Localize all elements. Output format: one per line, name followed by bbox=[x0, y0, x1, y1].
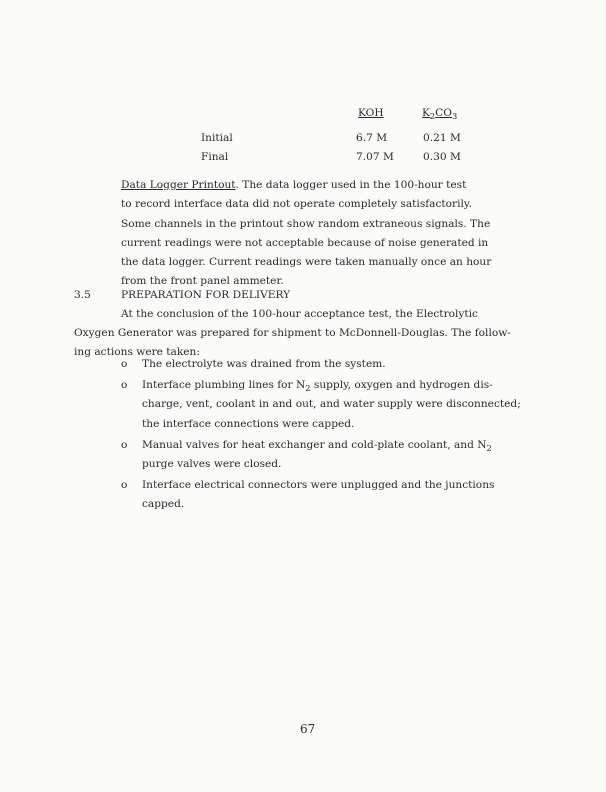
action-item-1 bbox=[142, 355, 552, 374]
k2co3-sub-2: 2 bbox=[429, 110, 436, 121]
table-row-initial-k2co3: 0.21 M bbox=[423, 132, 461, 144]
bullet-2: o bbox=[121, 379, 128, 391]
action-item-2-text-a: Interface plumbing lines for N bbox=[142, 379, 306, 391]
data-logger-line-2: to record interface data did not operate completely satisfactorily. bbox=[121, 198, 472, 211]
section-intro-line-2: Oxygen Generator was prepared for shipment to McDonnell-Douglas. The follow- bbox=[74, 327, 511, 339]
action-item-3-text-a: Manual valves for heat exchanger and cold-plate coolant, and N bbox=[142, 439, 487, 451]
data-logger-heading: Data Logger Printout bbox=[121, 179, 236, 191]
data-logger-line-3: Some channels in the printout show random extraneous signals. The bbox=[121, 217, 491, 230]
section-intro-line-3: ing actions were taken: bbox=[74, 346, 200, 358]
table-row-final-label: Final bbox=[201, 151, 229, 163]
k2co3-co: CO bbox=[435, 107, 452, 119]
data-logger-line-4: current readings were not acceptable because of noise generated in bbox=[121, 236, 489, 249]
page-number: 67 bbox=[300, 722, 316, 736]
data-logger-line-5: the data logger. Current readings were taken manually once an hour bbox=[121, 256, 492, 269]
data-logger-line-6: from the front panel ammeter. bbox=[121, 275, 284, 288]
action-item-4-line-1: Interface electrical connectors were unplugged and the junctions bbox=[142, 479, 495, 491]
action-item-4-line-2: capped. bbox=[142, 498, 185, 511]
action-item-2-sub: 2 bbox=[305, 382, 311, 393]
action-item-3 bbox=[142, 436, 552, 475]
action-item-1-text: The electrolyte was drained from the system. bbox=[142, 358, 386, 370]
section-intro-line-1: At the conclusion of the 100-hour acceptance test, the Electrolytic bbox=[121, 308, 478, 320]
action-item-2 bbox=[142, 376, 552, 434]
action-item-2-text-b: supply, oxygen and hydrogen dis- bbox=[310, 379, 493, 391]
action-item-2-line-2: charge, vent, coolant in and out, and water supply were disconnected; bbox=[142, 398, 521, 411]
action-item-3-line-2: purge valves were closed. bbox=[142, 458, 282, 471]
section-number: 3.5 bbox=[74, 289, 91, 301]
bullet-4: o bbox=[121, 479, 128, 491]
bullet-3: o bbox=[121, 439, 128, 451]
table-header-k2co3 bbox=[422, 104, 457, 123]
action-item-2-line-3: the interface connections were capped. bbox=[142, 417, 355, 430]
section-title: PREPARATION FOR DELIVERY bbox=[121, 289, 291, 301]
data-logger-paragraph bbox=[121, 176, 541, 292]
table-row-initial-koh: 6.7 M bbox=[356, 132, 388, 144]
action-item-3-sub: 2 bbox=[486, 442, 492, 453]
table-header-koh: KOH bbox=[358, 107, 384, 119]
k2co3-sub-3: 3 bbox=[451, 110, 458, 121]
data-logger-line-1: . The data logger used in the 100-hour test bbox=[235, 179, 467, 191]
table-row-final-koh: 7.07 M bbox=[356, 151, 394, 163]
action-item-4 bbox=[142, 476, 552, 515]
table-row-initial-label: Initial bbox=[201, 132, 233, 144]
bullet-1: o bbox=[121, 358, 128, 370]
table-row-final-k2co3: 0.30 M bbox=[423, 151, 461, 163]
k2co3-k: K bbox=[422, 107, 430, 119]
